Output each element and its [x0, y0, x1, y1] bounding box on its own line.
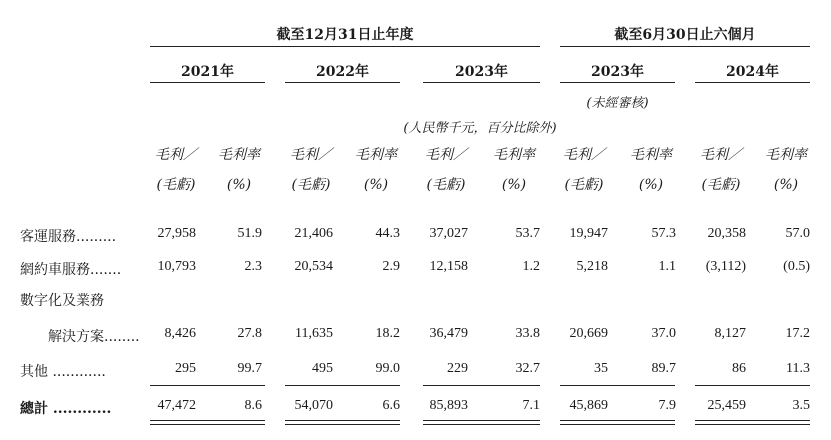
col-header-margin [347, 140, 405, 200]
year-underline-2023-h1 [560, 82, 675, 83]
cell-margin: 1.2 [522, 259, 540, 274]
total-double-rule-top [560, 420, 675, 421]
col-header-gross-profit [690, 140, 752, 200]
total-double-rule-bottom [150, 424, 265, 425]
cell-gross-profit: 11,635 [295, 326, 333, 341]
cell-gross-profit: 8,127 [714, 326, 746, 341]
row-label: 網約車服務....... [20, 262, 122, 278]
col-header-title: 毛利率 [630, 147, 672, 163]
col-header-title: 毛利／ [700, 147, 742, 163]
col-header-title: 毛利率 [765, 147, 807, 163]
col-header-title: 毛利率 [493, 147, 535, 163]
subtotal-rule [560, 385, 675, 386]
cell-gross-profit: 20,669 [569, 326, 608, 341]
total-double-rule-top [695, 420, 810, 421]
col-header-unit: (毛虧) [426, 177, 466, 193]
col-header-unit: (毛虧) [701, 177, 741, 193]
cell-margin: 7.9 [658, 398, 676, 413]
cell-gross-profit: 19,947 [569, 226, 608, 241]
year-underline-2021 [150, 82, 265, 83]
row-label: 客運服務......... [20, 229, 117, 245]
col-header-title: 毛利／ [563, 147, 605, 163]
cell-gross-profit: 27,958 [157, 226, 196, 241]
year-header-2022: 2022年 [316, 64, 369, 80]
period-underline-year [150, 46, 540, 47]
total-double-rule-bottom [423, 424, 540, 425]
col-header-unit: (%) [363, 177, 389, 193]
cell-gross-profit: (3,112) [705, 259, 746, 274]
total-double-rule-top [285, 420, 400, 421]
cell-margin: 7.1 [522, 398, 540, 413]
cell-gross-profit: 54,070 [294, 398, 333, 413]
cell-margin: 57.0 [785, 226, 810, 241]
cell-gross-profit: 5,218 [576, 259, 608, 274]
cell-gross-profit: 25,459 [707, 398, 746, 413]
col-header-title: 毛利率 [218, 147, 260, 163]
unaudited-note: (未經審核) [586, 96, 649, 111]
cell-gross-profit: 36,479 [429, 326, 468, 341]
col-header-unit: (%) [226, 177, 252, 193]
cell-gross-profit: 37,027 [429, 226, 468, 241]
col-header-unit: (毛虧) [156, 177, 196, 193]
total-double-rule-top [423, 420, 540, 421]
cell-margin: 18.2 [375, 326, 400, 341]
cell-gross-profit: 35 [594, 361, 608, 376]
cell-margin: 6.6 [382, 398, 400, 413]
col-header-unit: (%) [638, 177, 664, 193]
cell-margin: 1.1 [658, 259, 676, 274]
cell-gross-profit: 10,793 [157, 259, 196, 274]
cell-margin: 27.8 [237, 326, 262, 341]
cell-margin: 17.2 [785, 326, 810, 341]
col-header-gross-profit [280, 140, 342, 200]
col-header-margin [622, 140, 680, 200]
period-header-year: 截至12月31日止年度 [276, 27, 414, 43]
col-header-unit: (%) [773, 177, 799, 193]
period-underline-six-months [560, 46, 810, 47]
col-header-margin [757, 140, 815, 200]
total-double-rule-bottom [695, 424, 810, 425]
year-underline-2022 [285, 82, 400, 83]
col-header-gross-profit [145, 140, 207, 200]
cell-gross-profit: 86 [732, 361, 746, 376]
cell-margin: 8.6 [244, 398, 262, 413]
unit-note: (人民幣千元，百分比除外) [403, 121, 557, 136]
cell-gross-profit: 47,472 [157, 398, 196, 413]
col-header-gross-profit [553, 140, 615, 200]
cell-gross-profit: 20,358 [707, 226, 746, 241]
col-header-title: 毛利／ [155, 147, 197, 163]
cell-margin: 99.0 [375, 361, 400, 376]
cell-margin: 99.7 [237, 361, 262, 376]
col-header-gross-profit [415, 140, 477, 200]
cell-margin: 53.7 [515, 226, 540, 241]
subtotal-rule [695, 385, 810, 386]
year-underline-2024-h1 [695, 82, 810, 83]
col-header-margin [485, 140, 543, 200]
cell-gross-profit: 45,869 [569, 398, 608, 413]
col-header-unit: (毛虧) [291, 177, 331, 193]
cell-margin: 57.3 [651, 226, 676, 241]
subtotal-rule [285, 385, 400, 386]
cell-margin: 32.7 [515, 361, 540, 376]
year-underline-2023 [423, 82, 540, 83]
cell-margin: 51.9 [237, 226, 262, 241]
cell-margin: 37.0 [651, 326, 676, 341]
year-header-2023: 2023年 [455, 64, 508, 80]
cell-gross-profit: 20,534 [294, 259, 333, 274]
row-label: 總計 ............ [20, 401, 112, 417]
cell-margin: 2.3 [244, 259, 262, 274]
row-label: 數字化及業務 [20, 293, 104, 309]
col-header-unit: (毛虧) [564, 177, 604, 193]
total-double-rule-bottom [560, 424, 675, 425]
cell-gross-profit: 8,426 [164, 326, 196, 341]
cell-margin: 11.3 [786, 361, 810, 376]
cell-margin: 3.5 [792, 398, 810, 413]
cell-margin: 33.8 [515, 326, 540, 341]
col-header-title: 毛利／ [290, 147, 332, 163]
row-label: 其他 ............ [20, 364, 106, 380]
cell-gross-profit: 295 [175, 361, 196, 376]
subtotal-rule [150, 385, 265, 386]
year-header-2023-h1: 2023年 [591, 64, 644, 80]
cell-gross-profit: 21,406 [294, 226, 333, 241]
subtotal-rule [423, 385, 540, 386]
cell-margin: 89.7 [651, 361, 676, 376]
total-double-rule-bottom [285, 424, 400, 425]
cell-gross-profit: 85,893 [429, 398, 468, 413]
row-label: 解決方案........ [48, 329, 140, 345]
cell-margin: 44.3 [375, 226, 400, 241]
col-header-title: 毛利／ [425, 147, 467, 163]
cell-gross-profit: 12,158 [429, 259, 468, 274]
col-header-unit: (%) [501, 177, 527, 193]
cell-margin: 2.9 [382, 259, 400, 274]
cell-gross-profit: 495 [312, 361, 333, 376]
col-header-margin [210, 140, 268, 200]
year-header-2024-h1: 2024年 [726, 64, 779, 80]
cell-margin: (0.5) [783, 259, 810, 274]
period-header-six-months: 截至6月30日止六個月 [614, 27, 756, 43]
col-header-title: 毛利率 [355, 147, 397, 163]
total-double-rule-top [150, 420, 265, 421]
cell-gross-profit: 229 [447, 361, 468, 376]
year-header-2021: 2021年 [181, 64, 234, 80]
